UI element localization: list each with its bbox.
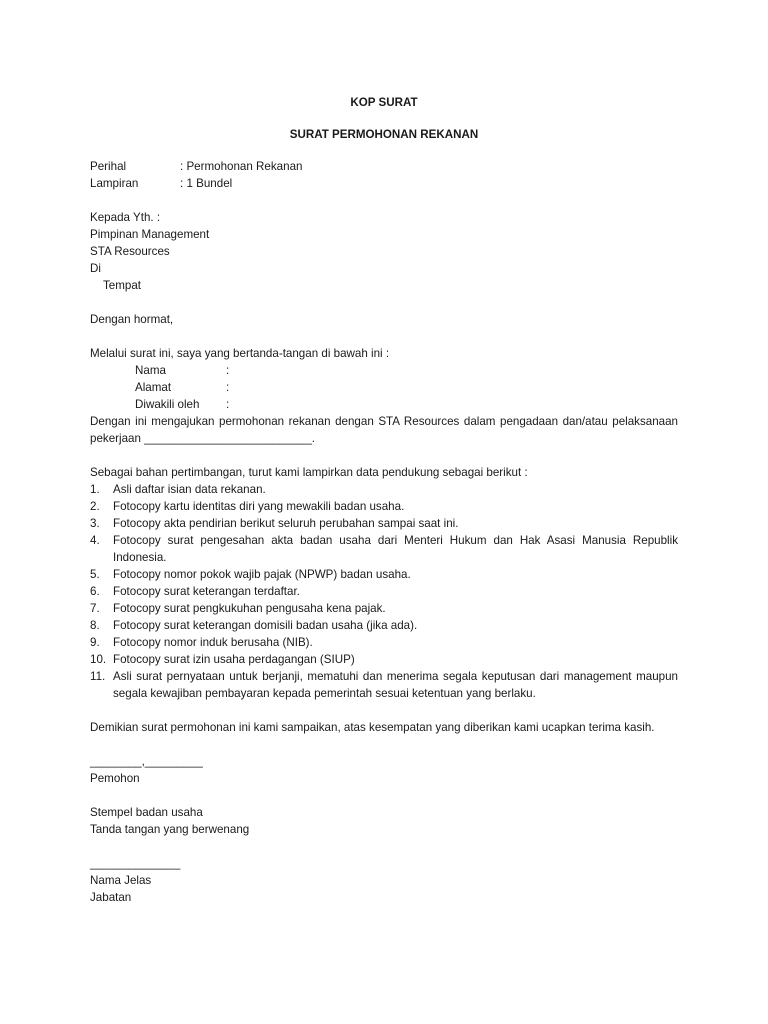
list-item bbox=[90, 583, 678, 600]
list-text: Fotocopy surat keterangan terdaftar. bbox=[113, 585, 300, 598]
list-number: 10. bbox=[90, 653, 107, 666]
spacer bbox=[90, 447, 678, 464]
meta-row-perihal bbox=[90, 158, 678, 175]
applicant-label: Pemohon bbox=[90, 772, 140, 785]
spacer bbox=[90, 294, 678, 311]
identity-label: Diwakili oleh bbox=[135, 398, 200, 411]
recipient-salutation: Kepada Yth. : bbox=[90, 211, 161, 224]
identity-row-alamat bbox=[135, 379, 678, 396]
request-paragraph: Dengan ini mengajukan permohonan rekanan dengan STA Resources dalam pengadaan dan/atau pelaksanaan pekerjaan __________________________. bbox=[90, 415, 678, 445]
authorized-signature-label: Tanda tangan yang berwenang bbox=[90, 823, 250, 836]
list-text: Fotocopy surat keterangan domisili badan usaha (jika ada). bbox=[113, 619, 418, 632]
list-text: Asli surat pernyataan untuk berjanji, mematuhi dan menerima segala keputusan dari management maupun segala kewajiban pembayaran kepada pemerintah sesuai ketentuan yang berlaku. bbox=[113, 670, 678, 700]
recipient-line: STA Resources bbox=[90, 245, 170, 258]
name-signature-line: ______________ bbox=[90, 857, 181, 870]
list-item bbox=[90, 634, 678, 651]
identity-row-diwakili bbox=[135, 396, 678, 413]
spacer bbox=[90, 192, 678, 209]
list-text: Fotocopy akta pendirian berikut seluruh perubahan sampai saat ini. bbox=[113, 517, 459, 530]
identity-value: : bbox=[226, 381, 230, 394]
list-number: 9. bbox=[90, 636, 100, 649]
letter-meta bbox=[90, 158, 678, 192]
meta-label: Perihal bbox=[90, 160, 127, 173]
list-number: 2. bbox=[90, 500, 100, 513]
list-text: Fotocopy surat pengesahan akta badan usaha dari Menteri Hukum dan Hak Asasi Manusia Republik Indonesia. bbox=[113, 534, 678, 564]
list-item bbox=[90, 481, 678, 498]
letter-title: SURAT PERMOHONAN REKANAN bbox=[289, 128, 479, 141]
greeting: Dengan hormat, bbox=[90, 313, 174, 326]
list-item bbox=[90, 566, 678, 583]
list-item bbox=[90, 600, 678, 617]
recipient-line: Pimpinan Management bbox=[90, 228, 210, 241]
spacer bbox=[90, 787, 678, 804]
meta-value: : Permohonan Rekanan bbox=[180, 160, 303, 173]
closing-paragraph: Demikian surat permohonan ini kami sampaikan, atas kesempatan yang diberikan kami ucapkan terima kasih. bbox=[90, 721, 655, 734]
list-text: Fotocopy kartu identitas diri yang mewakili badan usaha. bbox=[113, 500, 405, 513]
list-text: Fotocopy surat izin usaha perdagangan (SIUP) bbox=[113, 653, 355, 666]
identity-label: Nama bbox=[135, 364, 166, 377]
attachments-list bbox=[90, 481, 678, 702]
meta-label: Lampiran bbox=[90, 177, 139, 190]
list-number: 5. bbox=[90, 568, 100, 581]
signature-block bbox=[90, 753, 678, 906]
list-text: Fotocopy nomor induk berusaha (NIB). bbox=[113, 636, 313, 649]
date-line: ________,_________ bbox=[90, 755, 203, 768]
list-number: 3. bbox=[90, 517, 100, 530]
meta-row-lampiran bbox=[90, 175, 678, 192]
identity-value: : bbox=[226, 398, 230, 411]
identity-block bbox=[90, 362, 678, 413]
list-number: 7. bbox=[90, 602, 100, 615]
list-number: 6. bbox=[90, 585, 100, 598]
spacer bbox=[90, 702, 678, 719]
list-item bbox=[90, 617, 678, 634]
full-name-label: Nama Jelas bbox=[90, 874, 152, 887]
list-number: 4. bbox=[90, 534, 100, 547]
recipient-line: Di bbox=[90, 262, 101, 275]
position-label: Jabatan bbox=[90, 891, 132, 904]
list-number: 1. bbox=[90, 483, 100, 496]
list-text: Asli daftar isian data rekanan. bbox=[113, 483, 266, 496]
stamp-label: Stempel badan usaha bbox=[90, 806, 203, 819]
list-number: 11. bbox=[90, 670, 106, 683]
spacer bbox=[90, 328, 678, 345]
identity-row-nama bbox=[135, 362, 678, 379]
attachments-intro: Sebagai bahan pertimbangan, turut kami lampirkan data pendukung sebagai berikut : bbox=[90, 466, 528, 479]
letterhead-placeholder: KOP SURAT bbox=[350, 96, 418, 109]
letter-body bbox=[90, 94, 678, 906]
list-item bbox=[90, 532, 678, 566]
recipient-place: Tempat bbox=[103, 279, 142, 292]
list-item bbox=[90, 515, 678, 532]
list-item bbox=[90, 498, 678, 515]
spacer bbox=[90, 838, 678, 855]
list-text: Fotocopy surat pengkukuhan pengusaha kena pajak. bbox=[113, 602, 386, 615]
list-item bbox=[90, 668, 678, 702]
list-item bbox=[90, 651, 678, 668]
list-number: 8. bbox=[90, 619, 100, 632]
meta-value: : 1 Bundel bbox=[180, 177, 233, 190]
identity-label: Alamat bbox=[135, 381, 172, 394]
list-text: Fotocopy nomor pokok wajib pajak (NPWP) badan usaha. bbox=[113, 568, 411, 581]
spacer bbox=[90, 736, 678, 753]
identity-value: : bbox=[226, 364, 230, 377]
intro-line: Melalui surat ini, saya yang bertanda-tangan di bawah ini : bbox=[90, 347, 390, 360]
recipient-block bbox=[90, 209, 678, 294]
